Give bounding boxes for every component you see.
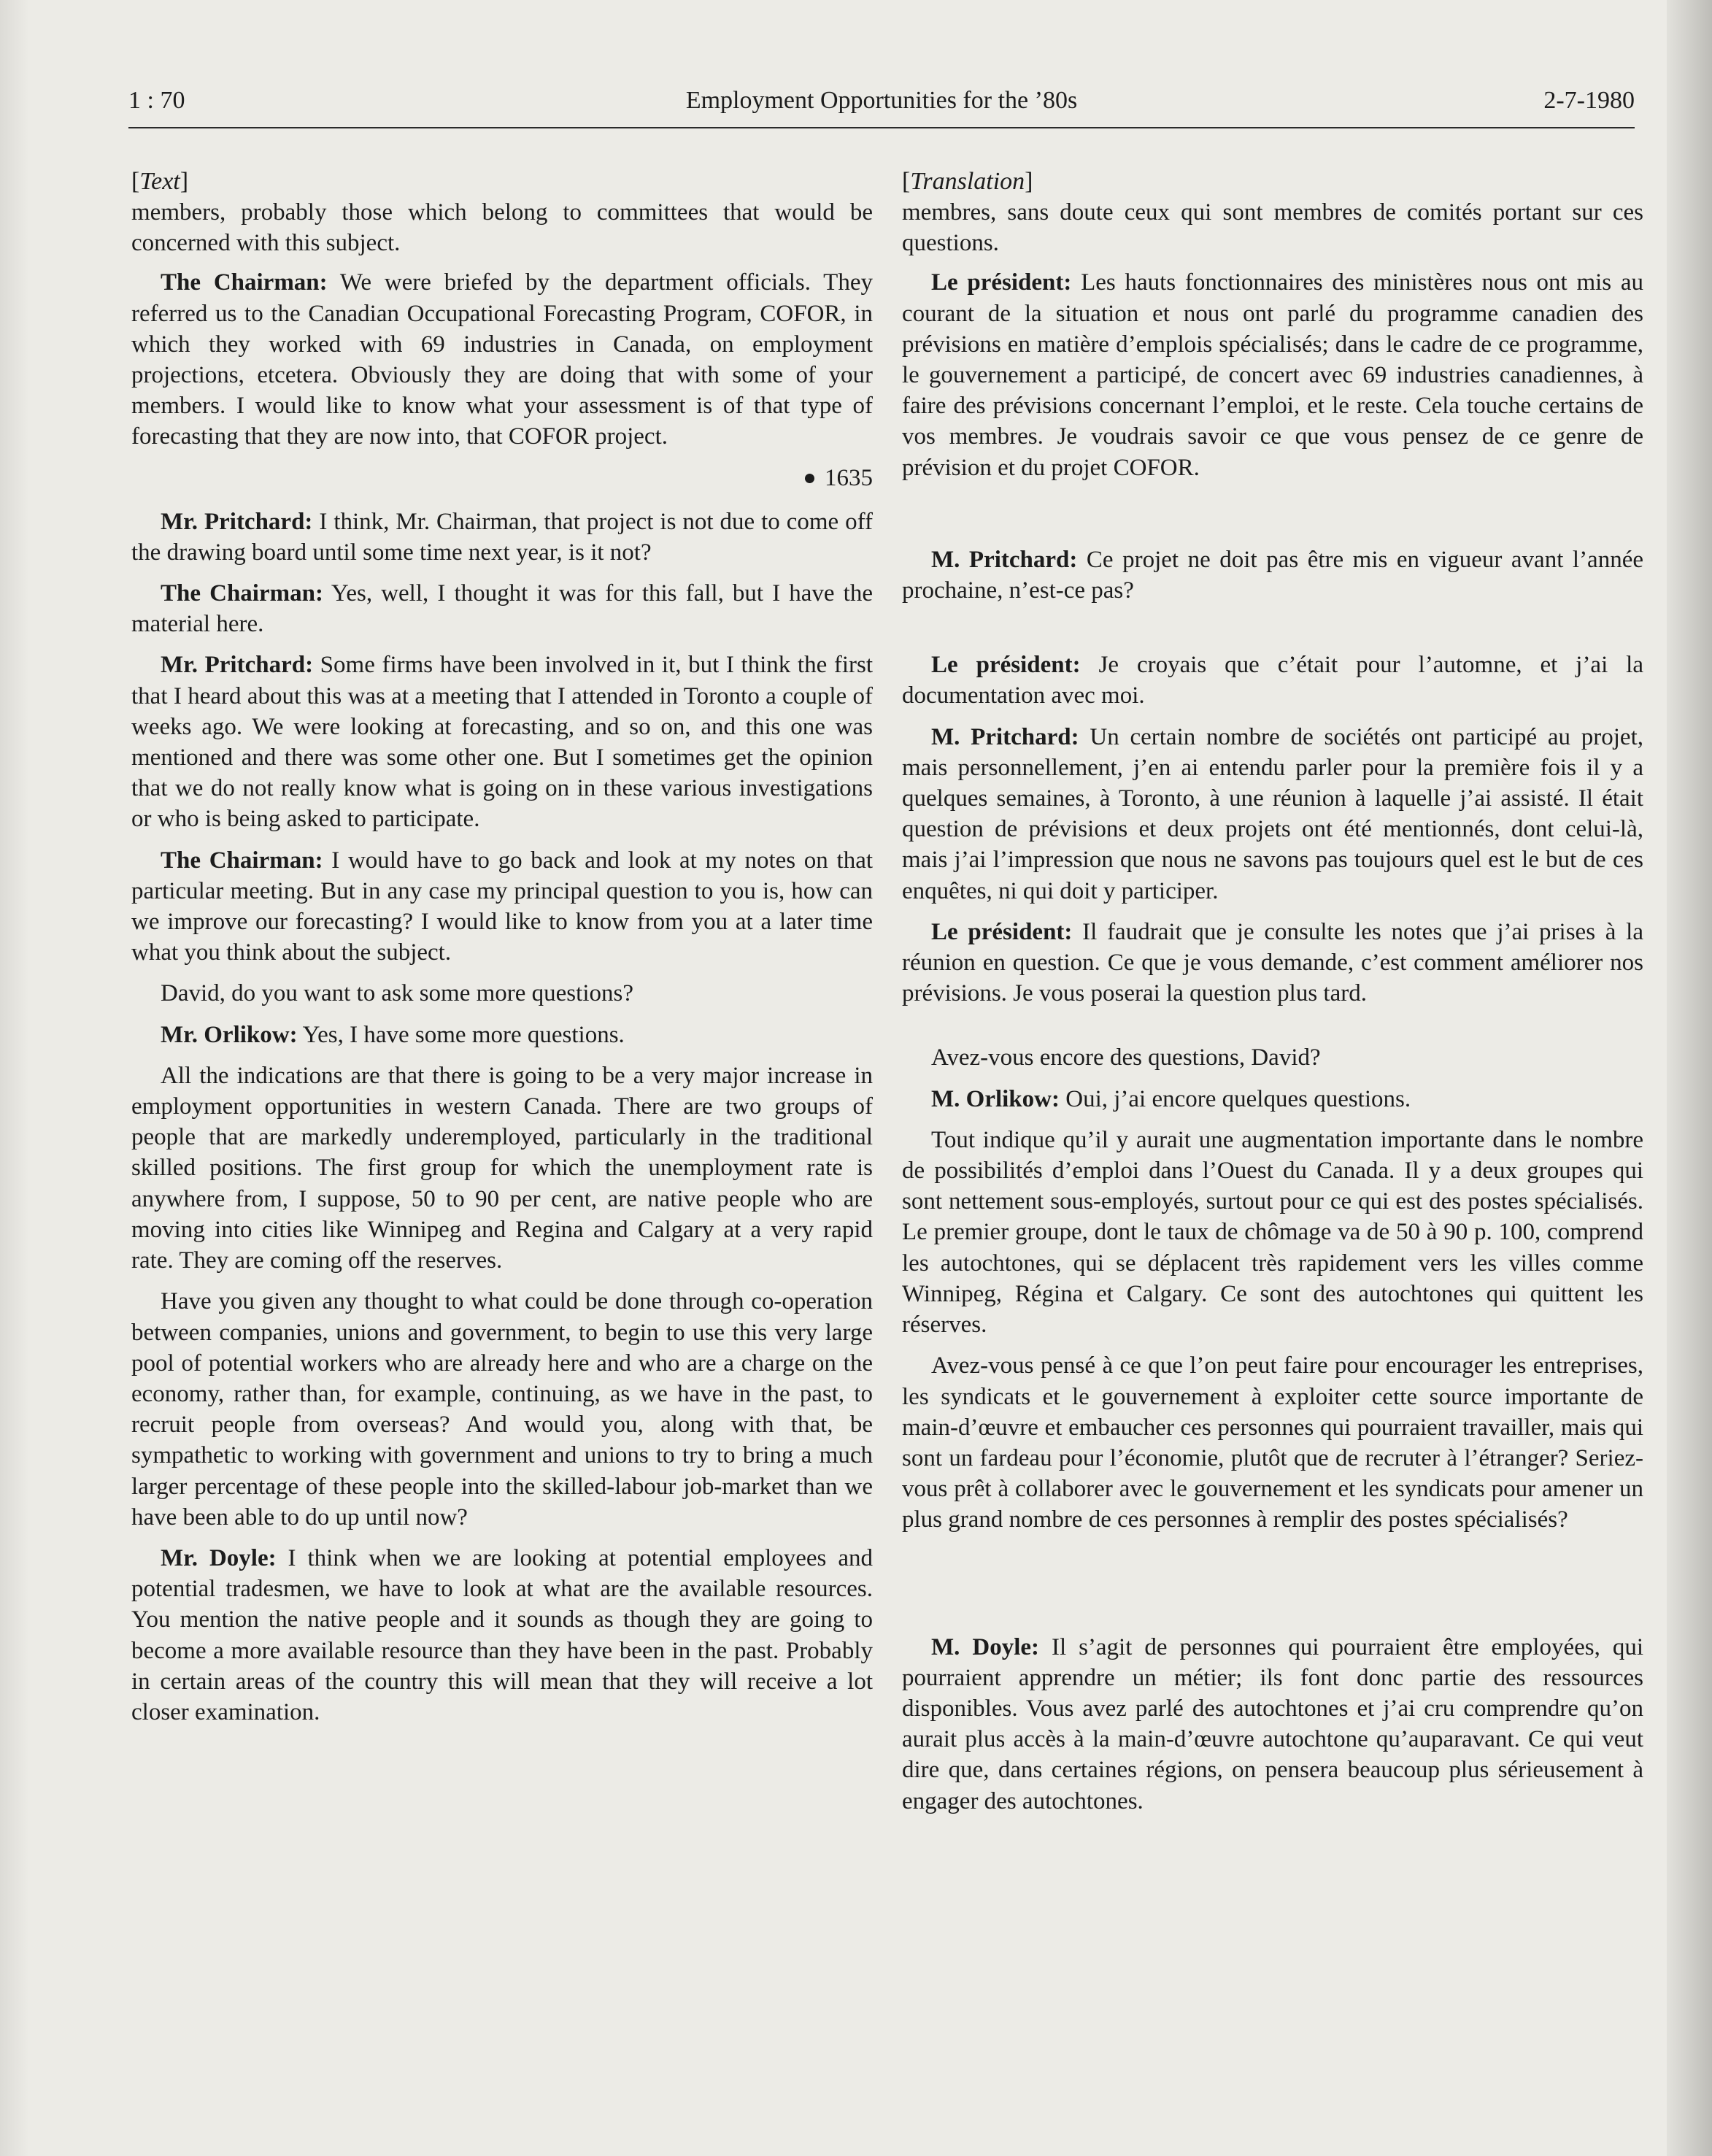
speaker-name: The Chairman: — [161, 847, 323, 874]
time-stamp — [131, 463, 873, 493]
paragraph — [902, 1632, 1643, 1817]
speech-text: Yes, well, I thought it was for this fall, but I have the material here. — [131, 580, 873, 638]
speaker-name: The Chairman: — [161, 269, 328, 296]
speech-text: Il s’agit de personnes qui pourraient être employées, qui pourraient apprendre un métier; ils font donc partie des ressources disponibles. Vous avez parlé des autochtones et j’ai cru comprendre qu’on aurait plus accès à la main-d’œuvre autochtone qu’auparavant. Ce qui veut dire que, dans certaines régions, on pensera beaucoup plus sérieusement à engager des autochtones. — [902, 1633, 1643, 1814]
paragraph — [902, 650, 1643, 711]
column-label-text — [131, 166, 873, 197]
paragraph: membres, sans doute ceux qui sont membres de comités portant sur ces questions. — [902, 199, 1643, 257]
speaker-name: Le président: — [931, 918, 1073, 945]
column-label: Translation — [910, 168, 1025, 195]
spacer — [902, 1019, 1643, 1042]
speaker-name: Mr. Orlikow: — [161, 1021, 298, 1048]
spacer — [902, 493, 1643, 544]
bullet-icon — [805, 474, 814, 483]
speaker-name: Mr. Pritchard: — [161, 652, 314, 679]
speech-text: Some firms have been involved in it, but I think the first that I heard about this was at a meeting that I attended in Toronto a couple of weeks ago. We were looking at forecasting, and so on, and this one was mentioned and there was some other one. But I sometimes get the opinion that we do not really know what is going on in these various investigations or who is being asked to participate. — [131, 652, 873, 833]
paragraph: Avez-vous encore des questions, David? — [931, 1044, 1321, 1071]
speaker-name: M. Pritchard: — [931, 546, 1078, 573]
speech-text: Il faudrait que je consulte les notes que j’ai prises à la réunion en question. Ce que je vous demande, c’est comment améliorer nos prévisions. Je vous poserai la question plus tard. — [902, 918, 1643, 1007]
spacer — [902, 616, 1643, 650]
paragraph: All the indications are that there is going to be a very major increase in employment opportunities in western Canada. There are two groups of people that are markedly underemployed, particularly in the traditional skilled positions. The first group for which the unemployment rate is anywhere from, I suppose, 50 to 90 per cent, are native people who are moving into cities like Winnipeg and Regina and Calgary at a very rapid rate. They are coming off the reserves. — [131, 1062, 873, 1274]
speaker-name: M. Orlikow: — [931, 1085, 1060, 1112]
page-edge-right — [1667, 0, 1712, 2156]
page-header — [128, 82, 1635, 128]
speaker-name: M. Doyle: — [931, 1633, 1039, 1660]
bracket-close: ] — [180, 168, 189, 195]
paragraph — [131, 267, 873, 452]
paragraph — [131, 578, 873, 639]
speech-text: Les hauts fonctionnaires des ministères nous ont mis au courant de la situation et nous ont parlé du programme canadien des prévisions en matière d’emplois spécialisés; dans le cadre de ce programme, le gouvernement a participé, de concert avec 69 industries canadiennes, à faire des prévisions concernant l’emploi, et le reste. Cela touche certains de vos membres. Je voudrais savoir ce que vous pensez de ce genre de prévision et du projet COFOR. — [902, 269, 1643, 481]
paragraph: Avez-vous pensé à ce que l’on peut faire pour encourager les entreprises, les syndicats et le gouvernement à exploiter cette source importante de main-d’œuvre et embaucher ces personnes qui pourraient travailler, mais qui sont un fardeau pour l’économie, plutôt que de recruter à l’étranger? Seriez-vous prêt à collaborer avec le gouvernement et les syndicats pour amener un plus grand nombre de ces personnes à remplir des postes spécialisés? — [902, 1352, 1643, 1533]
bracket-open: [ — [131, 168, 140, 195]
speech-text: Un certain nombre de sociétés ont participé au projet, mais personnellement, j’en ai entendu parler pour la première fois il y a quelques semaines, à Toronto, à une réunion à laquelle j’ai assisté. Il était question de prévisions et deux projets ont été mentionnés, dont celui-là, mais j’ai l’impression que nous ne savons pas toujours quel est le but de ces enquêtes, ni qui doit y participer. — [902, 723, 1643, 904]
english-column — [131, 166, 873, 1738]
paragraph: David, do you want to ask some more questions? — [161, 980, 633, 1007]
speaker-name: The Chairman: — [161, 580, 323, 607]
time-value: 1635 — [825, 464, 873, 491]
paragraph — [131, 1543, 873, 1728]
paragraph — [902, 544, 1643, 606]
speech-text: I would have to go back and look at my notes on that particular meeting. But in any case my principal question to you is, how can we improve our forecasting? I would like to know from you at a later time what you think about the subject. — [131, 847, 874, 966]
page-number: 1 : 70 — [128, 87, 185, 114]
page-shadow-left — [0, 0, 29, 2156]
paragraph — [902, 267, 1643, 482]
column-label-translation — [902, 166, 1643, 197]
speaker-name: Mr. Doyle: — [161, 1544, 277, 1571]
paragraph — [131, 650, 873, 834]
speaker-name: Le président: — [931, 652, 1081, 679]
spacer — [902, 1546, 1643, 1632]
speech-text: Ce projet ne doit pas être mis en vigueur avant l’année prochaine, n’est-ce pas? — [902, 546, 1643, 604]
speech-text: Oui, j’ai encore quelques questions. — [1059, 1085, 1411, 1112]
speaker-name: Le président: — [931, 269, 1072, 296]
speech-text: Je croyais que c’était pour l’automne, et j’ai la documentation avec moi. — [902, 652, 1644, 709]
speech-text: I think when we are looking at potential employees and potential tradesmen, we have to look at what are the available resources. You mention the native people and it sounds as though they are going to become a more available resource than they have been in the past. Probably in certain areas of the country this will mean that they will receive a lot closer examination. — [131, 1544, 873, 1725]
paragraph — [131, 507, 873, 568]
paragraph: Have you given any thought to what could be done through co-operation between companies, unions and government, to begin to use this very large pool of potential workers who are already here and who are a charge on the economy, rather than, for example, continuing, as we have in the past, to recruit people from overseas? And would you, along with that, be sympathetic to working with government and unions to try to bring a much larger percentage of these people into the skilled-labour job-market than we have been able to do up until now? — [131, 1288, 873, 1531]
paragraph — [131, 1020, 873, 1050]
speaker-name: Mr. Pritchard: — [161, 508, 313, 535]
speech-text: I think, Mr. Chairman, that project is not due to come off the drawing board until some time next year, is it not? — [131, 508, 873, 566]
speaker-name: M. Pritchard: — [931, 723, 1079, 750]
paragraph: Tout indique qu’il y aurait une augmentation importante dans le nombre de possibilités d’emploi dans l’Ouest du Canada. Il y a deux groupes qui sont nettement sous-employés, surtout pour ce qui est des postes spécialisés. Le premier groupe, dont le taux de chômage va de 50 à 90 p. 100, comprend les autochtones, qui se déplacent très rapidement vers les villes comme Winnipeg, Régina et Calgary. Ce sont des autochtones qui quittent les réserves. — [902, 1126, 1643, 1339]
speech-text: Yes, I have some more questions. — [297, 1021, 625, 1048]
bracket-close: ] — [1025, 168, 1033, 195]
column-label: Text — [139, 168, 180, 195]
paragraph — [131, 845, 873, 969]
speech-text: We were briefed by the department officials. They referred us to the Canadian Occupational Forecasting Program, COFOR, in which they worked with 69 industries in Canada, on employment projections, etcetera. Obviously they are doing that with some of your members. I would like to know what your assessment is of that type of forecasting that they are now into, that COFOR project. — [131, 269, 873, 450]
paragraph — [902, 722, 1643, 906]
paragraph — [902, 1084, 1643, 1114]
paragraph: members, probably those which belong to committees that would be concerned with this subject. — [131, 199, 873, 257]
bracket-open: [ — [902, 168, 911, 195]
page-date: 2-7-1980 — [1543, 87, 1635, 114]
running-title: Employment Opportunities for the ’80s — [685, 87, 1078, 114]
paragraph — [902, 917, 1643, 1009]
french-column — [902, 166, 1643, 1827]
